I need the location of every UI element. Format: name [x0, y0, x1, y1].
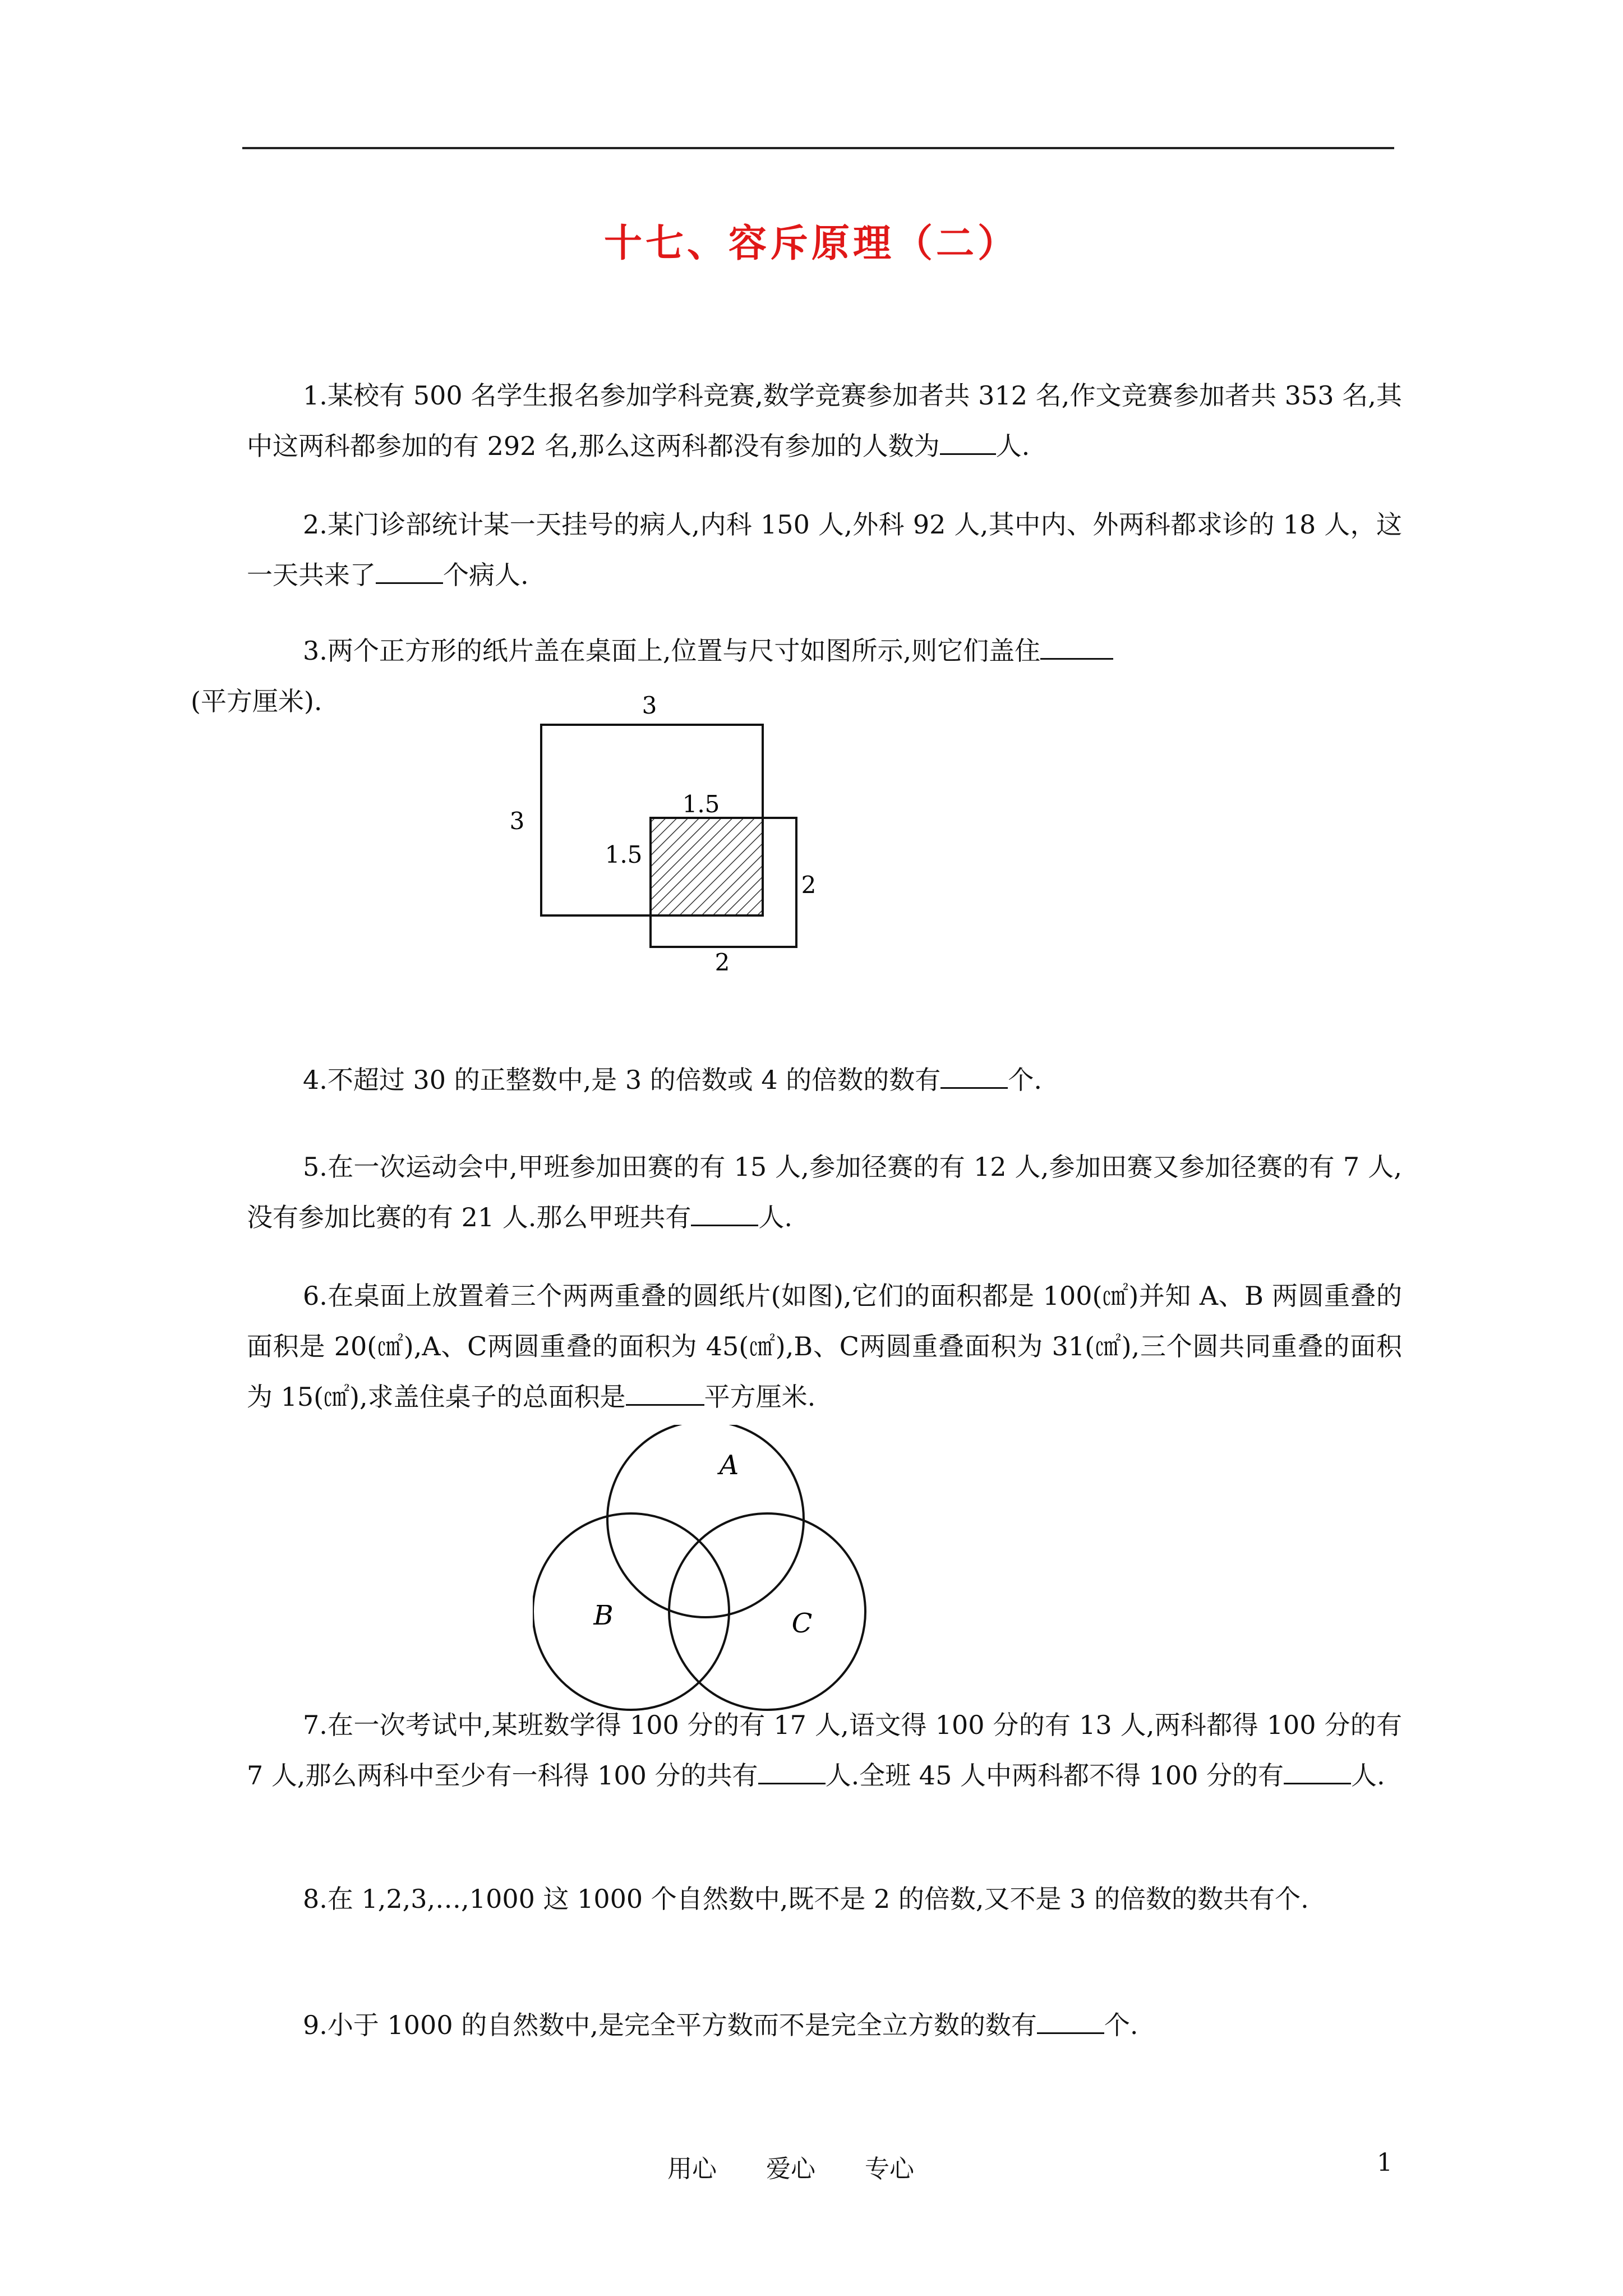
question-number: 4. [303, 1065, 328, 1095]
answer-blank[interactable] [940, 429, 996, 455]
label-inner-top: 1.5 [682, 790, 720, 818]
question-number: 5. [303, 1152, 328, 1182]
label-right: 2 [801, 871, 817, 899]
question-text-end: (平方厘米). [191, 686, 322, 716]
label-bottom: 2 [714, 949, 730, 976]
page-number: 1 [1377, 2148, 1393, 2177]
question-2 [247, 499, 1402, 600]
footer-motto: 用心 爱心 专心 [667, 2155, 914, 2183]
answer-blank[interactable] [626, 1379, 704, 1406]
label-top: 3 [642, 692, 657, 719]
question-number: 6. [303, 1281, 328, 1311]
label-inner-left: 1.5 [605, 841, 643, 868]
question-text: 两个正方形的纸片盖在桌面上,位置与尺寸如图所示,则它们盖住 [327, 636, 1041, 666]
question-text-end: 人. [758, 1202, 793, 1232]
answer-blank[interactable] [376, 558, 443, 584]
overlap-region [651, 818, 763, 915]
question-text: 在一次运动会中,甲班参加田赛的有 15 人,参加径赛的有 12 人,参加田赛又参加径赛的有 7 人,没有参加比赛的有 21 人.那么甲班共有 [247, 1152, 1402, 1232]
label-a: A [719, 1450, 739, 1481]
label-b: B [593, 1600, 614, 1631]
question-text: 在一次考试中,某班数学得 100 分的有 17 人,语文得 100 分的有 13 人,两科都得 100 分的有 7 人,那么两科中至少有一科得 100 分的共有 [247, 1710, 1402, 1791]
circles-figure [533, 1425, 880, 1717]
label-c: C [791, 1608, 813, 1639]
question-text-end: 平方厘米. [704, 1382, 816, 1412]
question-3 [191, 625, 1402, 726]
answer-blank[interactable] [940, 1062, 1008, 1089]
question-6 [247, 1271, 1402, 1422]
question-5 [247, 1142, 1402, 1243]
answer-blank[interactable] [1037, 2008, 1104, 2034]
question-text: 在桌面上放置着三个两两重叠的圆纸片(如图),它们的面积都是 100(㎠)并知 A、B 两圆重叠的面积是 20(㎠),A、C两圆重叠的面积为 45(㎠),B、C两圆重叠面积为 31(㎠),三个圆共同重叠的面积为 15(㎠),求盖住桌子的总面积是 [247, 1281, 1402, 1412]
page-title: 十七、容斥原理（二） [603, 221, 1019, 266]
question-text-end: 个. [1104, 2010, 1138, 2040]
answer-blank[interactable] [1040, 633, 1113, 660]
question-4 [247, 1055, 1402, 1105]
question-text-end: 个. [1275, 1884, 1309, 1914]
circle-a [607, 1425, 804, 1617]
question-number: 2. [303, 509, 328, 540]
question-text-end: 人. [995, 431, 1030, 461]
question-number: 7. [303, 1710, 328, 1740]
question-number: 3. [303, 636, 328, 666]
question-number: 9. [303, 2010, 328, 2040]
question-text: 在 1,2,3,…,1000 这 1000 个自然数中,既不是 2 的倍数,又不是 3 的倍数的数共有 [327, 1884, 1275, 1914]
question-number: 8. [303, 1884, 328, 1914]
question-text: 某门诊部统计某一天挂号的病人,内科 150 人,外科 92 人,其中内、外两科都求诊的 18 人，这一天共来了 [247, 509, 1402, 590]
question-text-end: 人. [1351, 1760, 1385, 1791]
question-text: 不超过 30 的正整数中,是 3 的倍数或 4 的倍数的数有 [327, 1065, 941, 1095]
question-text-end: 个. [1008, 1065, 1042, 1095]
question-text-mid: 人.全班 45 人中两科都不得 100 分的有 [825, 1760, 1284, 1791]
question-text: 小于 1000 的自然数中,是完全平方数而不是完全立方数的数有 [327, 2010, 1037, 2040]
circle-b [533, 1513, 729, 1710]
header-rule [242, 147, 1394, 149]
answer-blank-2[interactable] [1284, 1758, 1351, 1784]
question-9 [247, 2000, 1402, 2050]
question-text: 某校有 500 名学生报名参加学科竞赛,数学竞赛参加者共 312 名,作文竞赛参加者共 353 名,其中这两科都参加的有 292 名,那么这两科都没有参加的人数为 [247, 380, 1402, 461]
squares-figure [494, 690, 819, 982]
answer-blank[interactable] [691, 1200, 758, 1226]
question-8 [247, 1874, 1402, 1924]
question-1 [247, 370, 1402, 471]
answer-blank-1[interactable] [758, 1758, 826, 1784]
question-7 [247, 1700, 1402, 1801]
question-number: 1. [303, 380, 328, 411]
question-text-end: 个病人. [443, 560, 529, 590]
label-left: 3 [509, 807, 525, 835]
circle-c [669, 1513, 865, 1710]
